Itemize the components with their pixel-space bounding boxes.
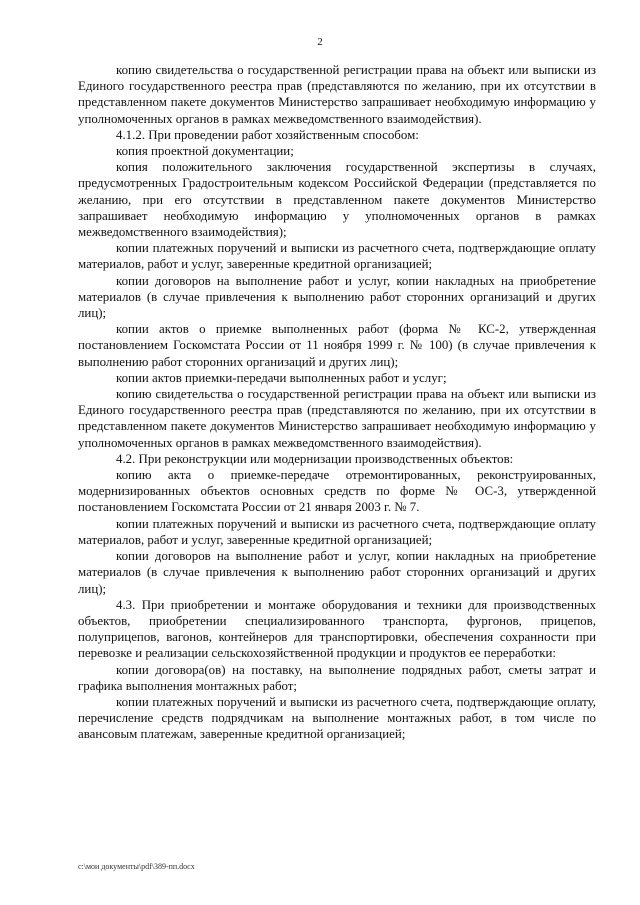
- paragraph-4: копия положительного заключения государственной экспертизы в случаях, предусмотренных Градостроительным кодексом Российской Федерации (представляется по желанию, при его отсутствии в представленном пакете документов Министерство запрашивает необходимую информацию у уполномоченных органов в рамках межведомственного взаимодействия);: [78, 160, 596, 240]
- paragraph-12: копии платежных поручений и выписки из расчетного счета, подтверждающие оплату материалов, работ и услуг, заверенные кредитной организацией;: [78, 516, 596, 547]
- paragraph-11: копию акта о приемке-передаче отремонтированных, реконструированных, модернизированных объектов основных средств по форме № ОС-3, утвержденной постановлением Госкомстата России от 21 января 2003 г. № 7.: [78, 468, 596, 515]
- paragraph-10: 4.2. При реконструкции или модернизации производственных объектов:: [116, 451, 514, 466]
- paragraph-9: копию свидетельства о государственной регистрации права на объект или выписки из Единого государственного реестра прав (представляются по желанию, при их отсутствии в представленном пакете документов Министерство запрашивает необходимую информацию у уполномоченных органов в рамках межведомственного взаимодействия).: [78, 387, 596, 450]
- paragraph-14: 4.3. При приобретении и монтаже оборудования и техники для производственных объектов, приобретении специализированного транспорта, фургонов, прицепов, полуприцепов, вагонов, контейнеров для транспортировки, обеспечения сохранности при перевозке и реализации сельскохозяйственной продукции и продуктов ее переработки:: [78, 597, 596, 661]
- paragraph-8: копии актов приемки-передачи выполненных работ и услуг;: [116, 370, 447, 385]
- paragraph-1: копию свидетельства о государственной регистрации права на объект или выписки из Единого государственного реестра прав (представляются по желанию, при их отсутствии в представленном пакете документов Министерство запрашивает необходимую информацию у уполномоченных органов в рамках межведомственного взаимодействия).: [78, 63, 596, 126]
- paragraph-15: копии договора(ов) на поставку, на выполнение подрядных работ, сметы затрат и графика выполнения монтажных работ;: [78, 662, 596, 693]
- page-number: 2: [317, 36, 323, 48]
- paragraph-7: копии актов о приемке выполненных работ (форма № КС-2, утвержденная постановлением Госкомстата России от 11 ноября 1999 г. № 100) (в случае привлечения к выполнению работ сторонних организаций и других лиц);: [78, 322, 596, 369]
- paragraph-5: копии платежных поручений и выписки из расчетного счета, подтверждающие оплату материалов, работ и услуг, заверенные кредитной организацией;: [78, 241, 596, 272]
- paragraph-16: копии платежных поручений и выписки из расчетного счета, подтверждающие оплату, перечисление средств подрядчикам на выполнение монтажных работ, в том числе по авансовым платежам, заверенные кредитной организацией;: [78, 694, 596, 742]
- paragraph-6: копии договоров на выполнение работ и услуг, копии накладных на приобретение материалов (в случае привлечения к выполнению работ сторонних организаций и других лиц);: [78, 273, 596, 321]
- file-path-footer: c:\мои документы\pdf\389-пп.docx: [78, 862, 195, 871]
- document-body: [78, 62, 596, 743]
- paragraph-3: копия проектной документации;: [116, 144, 294, 159]
- paragraph-2: 4.1.2. При проведении работ хозяйственным способом:: [116, 127, 419, 142]
- paragraph-13: копии договоров на выполнение работ и услуг, копии накладных на приобретение материалов (в случае привлечения к выполнению работ сторонних организаций и других лиц);: [78, 549, 596, 596]
